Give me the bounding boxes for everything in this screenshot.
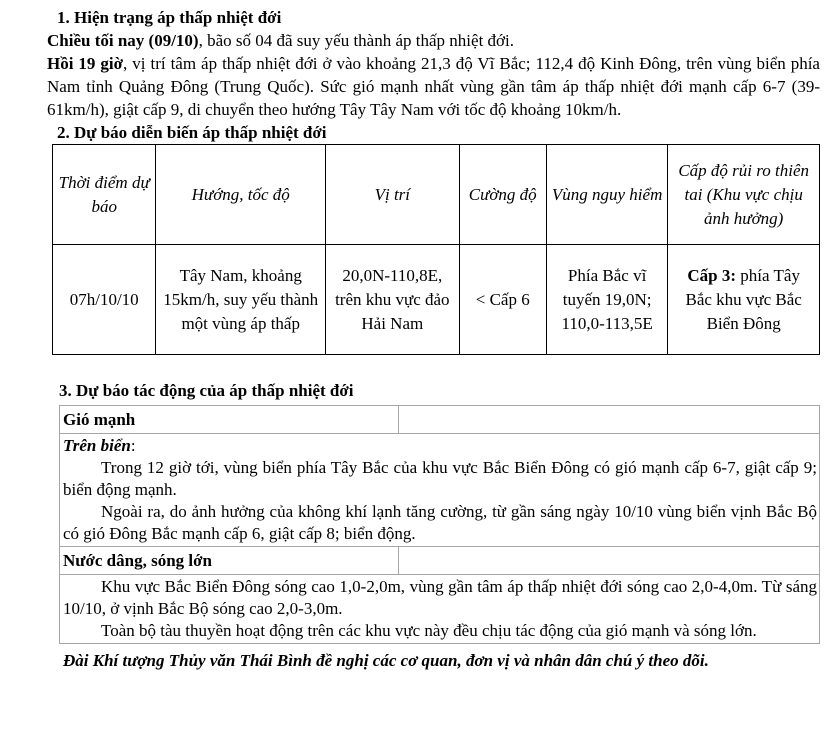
forecast-table	[52, 144, 820, 355]
section1-p2-bold-lead: Hồi 19 giờ	[47, 54, 124, 73]
sea-paragraph-1: Trong 12 giờ tới, vùng biển phía Tây Bắc của khu vực Bắc Biển Đông có gió mạnh cấp 6-7, giật cấp 9; biển động mạnh.	[63, 458, 817, 499]
impact-surge-row	[60, 575, 820, 644]
forecast-header-intensity: Cường độ	[459, 145, 546, 245]
sea-sublabel-colon: :	[130, 436, 136, 455]
forecast-cell-direction-speed: Tây Nam, khoảng 15km/h, suy yếu thành một vùng áp thấp	[156, 245, 326, 355]
forecast-cell-risk-level	[668, 245, 820, 355]
forecast-cell-danger-zone: Phía Bắc vĩ tuyến 19,0N; 110,0-113,5E	[546, 245, 667, 355]
impact-surge-empty-cell	[399, 547, 820, 575]
sea-sublabel-text: Trên biển	[63, 436, 131, 455]
impact-surge-label: Nước dâng, sóng lớn	[60, 547, 399, 575]
forecast-header-risk-level: Cấp độ rủi ro thiên tai (Khu vực chịu ảnh hưởng)	[668, 145, 820, 245]
impact-surge-cell	[60, 575, 820, 644]
impact-wind-label: Gió mạnh	[60, 406, 399, 434]
impact-wind-empty-cell	[399, 406, 820, 434]
risk-level-text: phía Tây Bắc khu vực Bắc Biển Đông	[685, 265, 802, 333]
forecast-header-danger-zone: Vùng nguy hiểm	[546, 145, 667, 245]
risk-level-bold-lead: Cấp 3:	[687, 265, 737, 285]
forecast-data-row	[53, 245, 820, 355]
impact-sea-row	[60, 434, 820, 547]
forecast-cell-time: 07h/10/10	[53, 245, 156, 355]
section1-paragraph-2	[47, 52, 820, 121]
section1-p1-text: , bão số 04 đã suy yếu thành áp thấp nhiệt đới.	[198, 31, 514, 50]
section1-p1-bold-lead: Chiều tối nay (09/10)	[47, 31, 199, 50]
section1-heading: 1. Hiện trạng áp thấp nhiệt đới	[57, 8, 282, 27]
section3-heading: 3. Dự báo tác động của áp thấp nhiệt đới	[59, 381, 354, 400]
forecast-cell-intensity: < Cấp 6	[459, 245, 546, 355]
forecast-cell-position: 20,0N-110,8E, trên khu vực đảo Hải Nam	[326, 245, 460, 355]
impact-table	[59, 405, 820, 644]
footer-advisory-note: Đài Khí tượng Thủy văn Thái Bình đề nghị các cơ quan, đơn vị và nhân dân chú ý theo dõi.	[63, 651, 709, 670]
surge-paragraph-2: Toàn bộ tàu thuyền hoạt động trên các khu vực này đều chịu tác động của gió mạnh và sóng lớn.	[101, 621, 757, 640]
section1-paragraph-1	[47, 29, 820, 52]
sea-sublabel	[63, 435, 817, 457]
impact-surge-label-row	[60, 547, 820, 575]
forecast-header-position: Vị trí	[326, 145, 460, 245]
surge-paragraph-1: Khu vực Bắc Biển Đông sóng cao 1,0-2,0m, vùng gần tâm áp thấp nhiệt đới sóng cao 2,0-4,0m. Từ sáng 10/10, ở vịnh Bắc Bộ sóng cao 2,0-3,0m.	[63, 577, 817, 618]
forecast-header-time: Thời điểm dự báo	[53, 145, 156, 245]
sea-paragraph-2: Ngoài ra, do ảnh hưởng của không khí lạnh tăng cường, từ gần sáng ngày 10/10 vùng biển vịnh Bắc Bộ có gió Đông Bắc mạnh cấp 6, giật cấp 8; biển động.	[63, 502, 817, 543]
impact-wind-label-row	[60, 406, 820, 434]
section2-heading: 2. Dự báo diễn biến áp thấp nhiệt đới	[57, 123, 327, 142]
impact-sea-cell	[60, 434, 820, 547]
forecast-header-row	[53, 145, 820, 245]
forecast-header-direction-speed: Hướng, tốc độ	[156, 145, 326, 245]
section1-p2-text: , vị trí tâm áp thấp nhiệt đới ở vào khoảng 21,3 độ Vĩ Bắc; 112,4 độ Kinh Đông, trên vùng biển phía Nam tỉnh Quảng Đông (Trung Quốc). Sức gió mạnh nhất vùng gần tâm áp thấp nhiệt đới mạnh cấp 6-7 (39-61km/h), giật cấp 9, di chuyển theo hướng Tây Tây Nam với tốc độ khoảng 10km/h.	[47, 54, 820, 119]
